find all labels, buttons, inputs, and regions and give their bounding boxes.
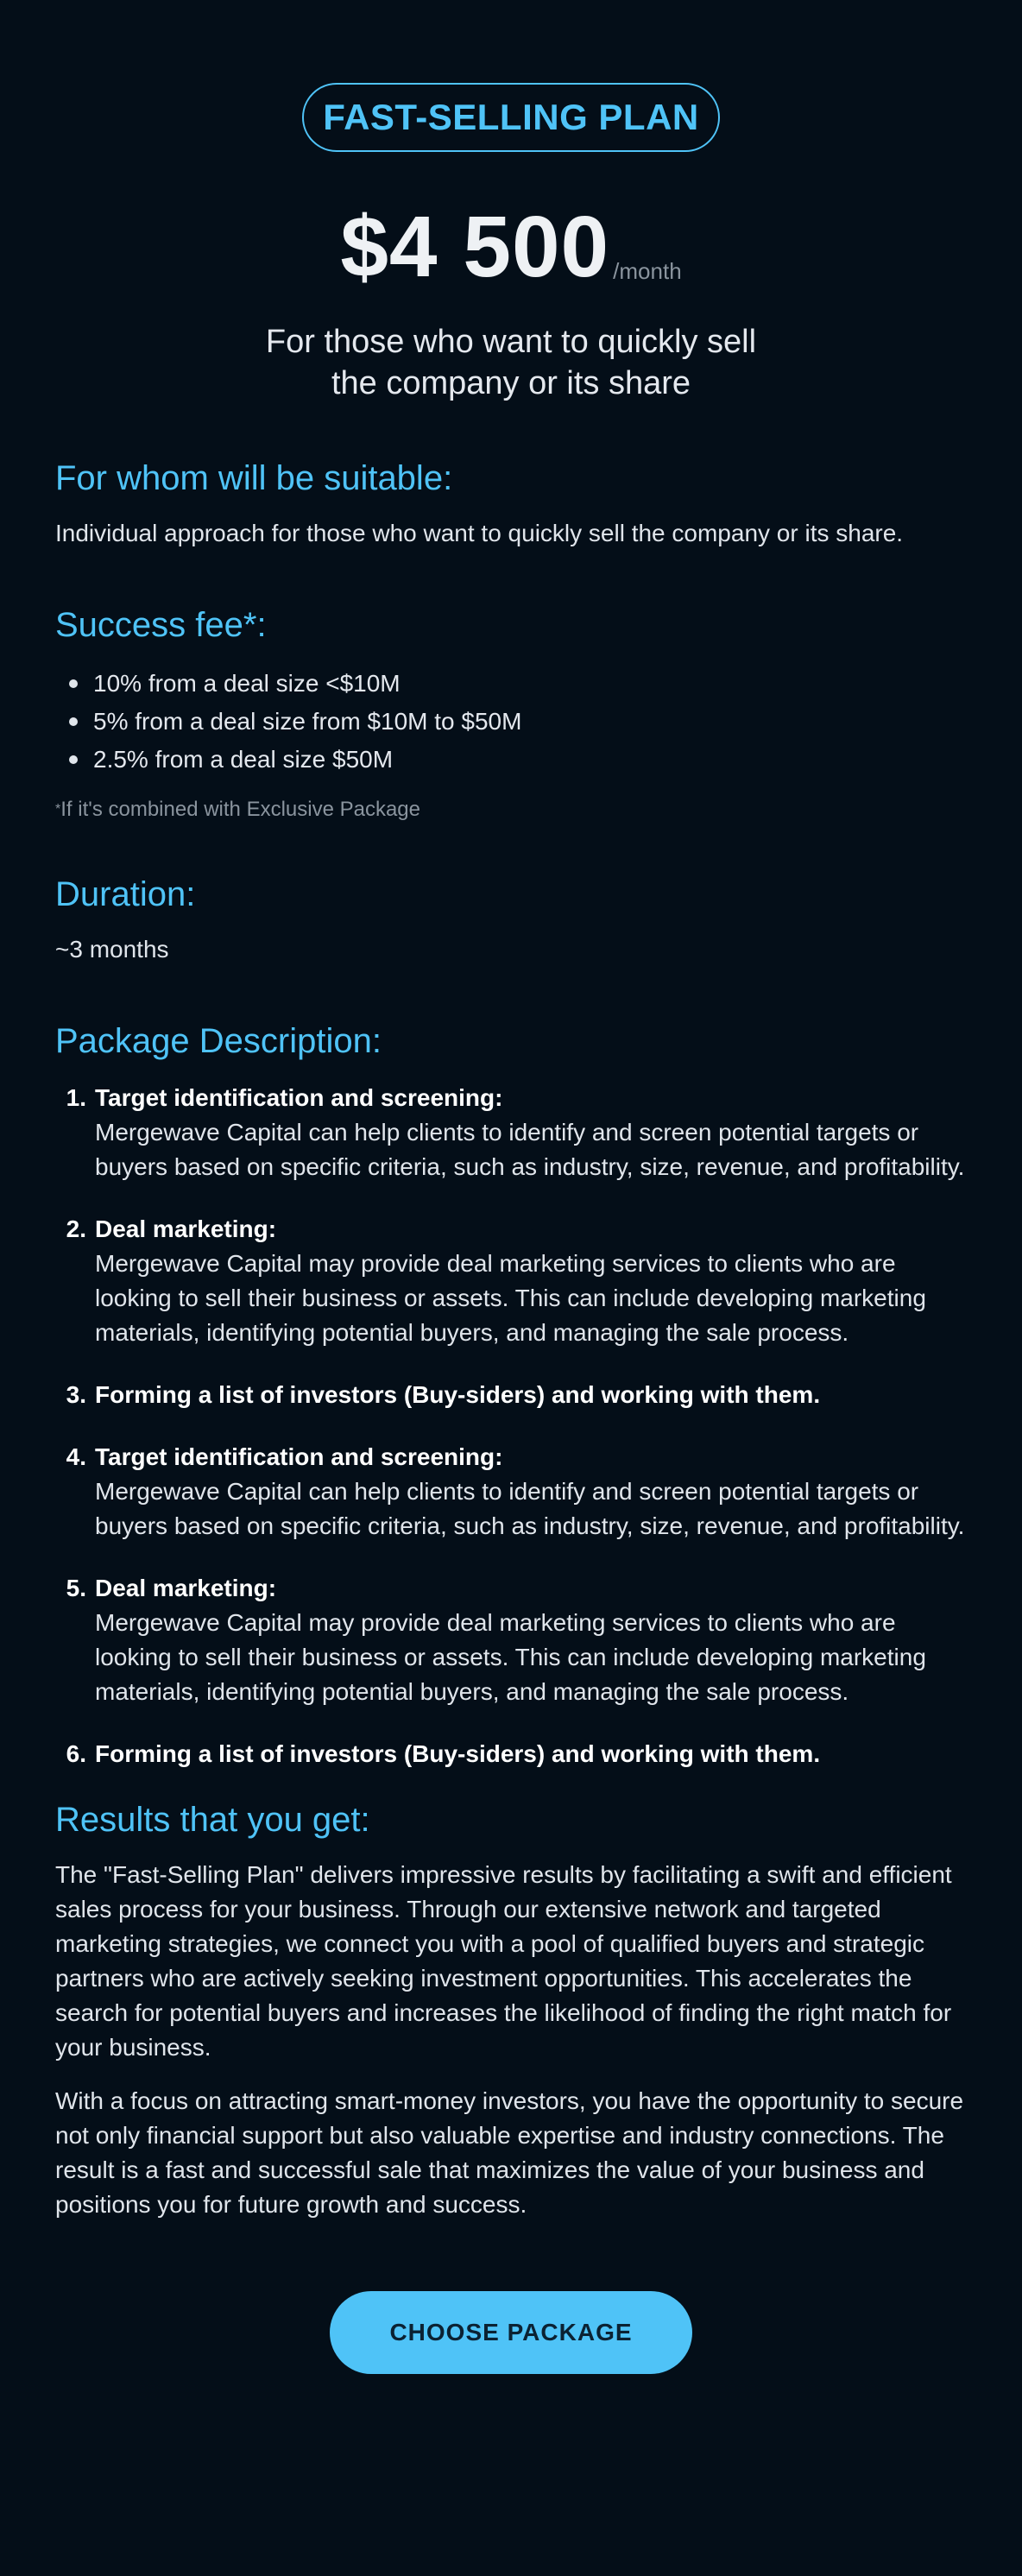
package-item-content xyxy=(95,1081,967,1184)
package-item-content xyxy=(95,1737,967,1771)
package-title: Package Description: xyxy=(55,1022,382,1060)
fee-item-text: 5% from a deal size from $10M to $50M xyxy=(93,708,522,735)
package-item-content xyxy=(95,1571,967,1709)
package-item-title: Deal marketing: xyxy=(95,1215,277,1242)
bullet-icon xyxy=(69,755,78,764)
package-list xyxy=(55,1081,967,1771)
fee-item-text: 10% from a deal size <$10M xyxy=(93,670,401,697)
footnote-mark: * xyxy=(55,802,61,817)
results-paragraph: The "Fast-Selling Plan" delivers impressive results by facilitating a swift and efficient sales process for your business. Through our extensive network and targeted marketing strategies, we connect you with a pool of qualified buyers and strategic partners who are actively seeking investment opportunities. This accelerates the search for potential buyers and increases the likelihood of finding the right match for your business. xyxy=(55,1861,952,2061)
package-item xyxy=(55,1571,967,1709)
package-item xyxy=(55,1737,967,1771)
results-section xyxy=(55,1799,967,2222)
results-title: Results that you get: xyxy=(55,1801,370,1839)
fee-item-text: 2.5% from a deal size $50M xyxy=(93,746,394,773)
package-item-content xyxy=(95,1212,967,1350)
bullet-icon xyxy=(69,679,78,688)
package-section xyxy=(55,1020,967,1771)
success-fee-list xyxy=(55,665,967,779)
cta-container xyxy=(55,2291,967,2374)
suitable-title: For whom will be suitable: xyxy=(55,459,453,497)
plan-name-badge: FAST-SELLING PLAN xyxy=(302,83,720,152)
package-item-title: Forming a list of investors (Buy-siders) and working with them. xyxy=(95,1740,821,1767)
package-item-content xyxy=(95,1440,967,1544)
package-item-number: 4. xyxy=(66,1443,86,1470)
choose-package-button[interactable]: CHOOSE PACKAGE xyxy=(330,2291,692,2374)
plan-tagline xyxy=(55,321,967,404)
success-fee-section xyxy=(55,604,967,824)
package-item-content xyxy=(95,1378,967,1412)
package-item-number: 2. xyxy=(66,1215,86,1242)
package-item-title: Deal marketing: xyxy=(95,1575,277,1601)
price-period: /month xyxy=(613,258,682,284)
success-fee-title: Success fee*: xyxy=(55,606,267,644)
duration-title: Duration: xyxy=(55,875,196,913)
package-item xyxy=(55,1378,967,1412)
fee-item xyxy=(55,741,967,779)
footnote-text: If it's combined with Exclusive Package xyxy=(60,798,420,821)
plan-header xyxy=(55,83,967,404)
package-item-number: 3. xyxy=(66,1381,86,1408)
fee-item xyxy=(55,703,967,741)
fee-footnote xyxy=(55,796,967,824)
tagline-line-2: the company or its share xyxy=(331,365,691,401)
package-item-desc: Mergewave Capital may provide deal marketing services to clients who are looking to sell their business or assets. This can include developing marketing materials, identifying potential buyers, and managing the sale process. xyxy=(95,1250,926,1346)
package-item-number: 5. xyxy=(66,1575,86,1601)
results-paragraph: With a focus on attracting smart-money investors, you have the opportunity to secure not only financial support but also valuable expertise and industry connections. The result is a fast and successful sale that maximizes the value of your business and positions you for future growth and success. xyxy=(55,2087,964,2218)
package-item-title: Target identification and screening: xyxy=(95,1443,503,1470)
suitable-section xyxy=(55,458,967,551)
package-item-title: Forming a list of investors (Buy-siders) and working with them. xyxy=(95,1381,821,1408)
package-item xyxy=(55,1440,967,1544)
package-item-desc: Mergewave Capital may provide deal marketing services to clients who are looking to sell their business or assets. This can include developing marketing materials, identifying potential buyers, and managing the sale process. xyxy=(95,1609,926,1705)
price-row xyxy=(55,199,967,295)
package-item-title: Target identification and screening: xyxy=(95,1084,503,1111)
package-item-number: 1. xyxy=(66,1084,86,1111)
fee-item xyxy=(55,665,967,703)
package-item-desc: Mergewave Capital can help clients to identify and screen potential targets or buyers based on specific criteria, such as industry, size, revenue, and profitability. xyxy=(95,1119,965,1180)
duration-text: ~3 months xyxy=(55,936,169,963)
package-item xyxy=(55,1212,967,1350)
duration-section xyxy=(55,874,967,967)
bullet-icon xyxy=(69,717,78,726)
plan-price: $4 500 xyxy=(340,199,610,295)
package-item-desc: Mergewave Capital can help clients to identify and screen potential targets or buyers based on specific criteria, such as industry, size, revenue, and profitability. xyxy=(95,1478,965,1539)
tagline-line-1: For those who want to quickly sell xyxy=(265,324,757,360)
suitable-text: Individual approach for those who want to quickly sell the company or its share. xyxy=(55,520,904,546)
package-item-number: 6. xyxy=(66,1740,86,1767)
package-item xyxy=(55,1081,967,1184)
